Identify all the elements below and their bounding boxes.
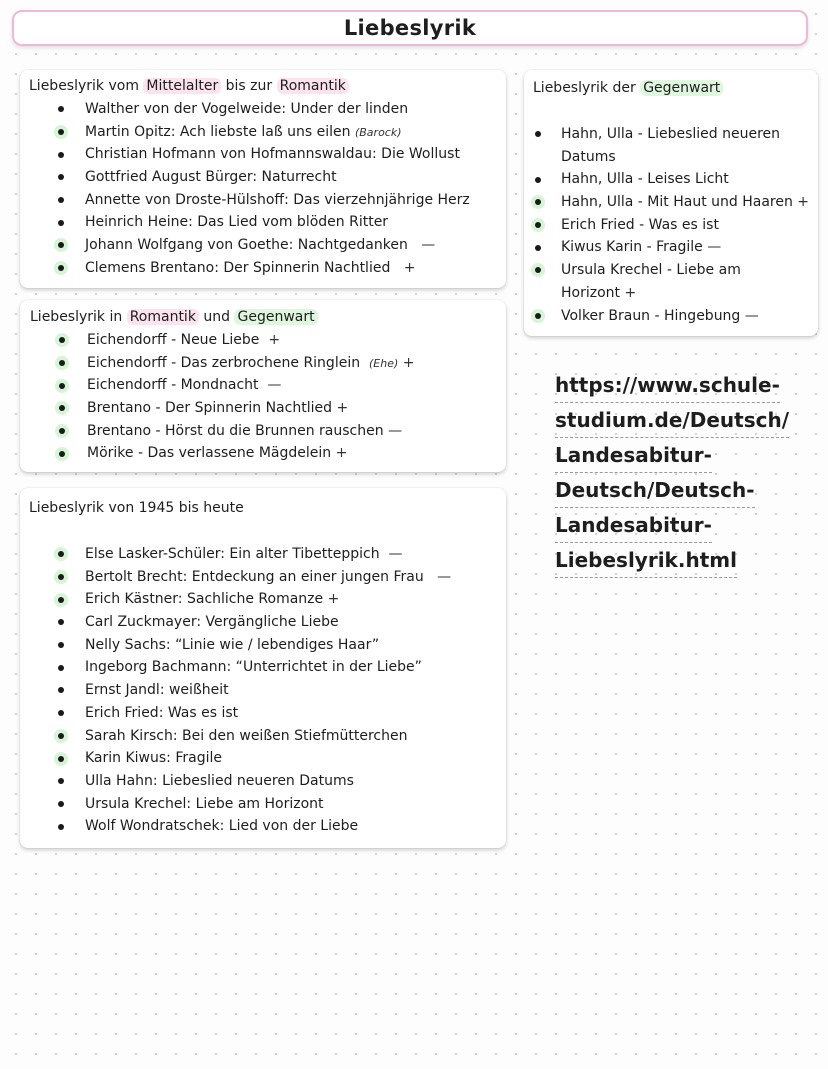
bullet-icon [58, 551, 64, 557]
title-text: Liebeslyrik in [30, 309, 127, 325]
highlight-romantik: Romantik [277, 78, 349, 94]
item-text: Ernst Jandl: weißheit [85, 682, 229, 699]
url-line[interactable]: Landesabitur- [555, 508, 712, 543]
bullet-icon [58, 824, 64, 830]
list-item [56, 679, 451, 702]
list-item [534, 259, 809, 282]
card-title [533, 80, 723, 96]
item-text: Clemens Brentano: Der Spinnerin Nachtlied [85, 259, 391, 276]
list-item [57, 397, 414, 420]
bullet-icon [58, 220, 64, 226]
bullet-icon [535, 267, 541, 273]
list-item [56, 815, 451, 838]
item-text: Ulla Hahn: Liebeslied neueren Datums [85, 772, 354, 789]
bullet-icon [58, 106, 64, 112]
item-text: Hahn, Ulla - Leises Licht [561, 171, 729, 188]
page-title-box [12, 10, 808, 46]
list-item [56, 543, 451, 566]
item-mark: + [268, 332, 281, 348]
bullet-icon [58, 733, 64, 739]
poem-list [56, 543, 451, 838]
item-mark: — [707, 239, 722, 256]
item-text: Eichendorff - Mondnacht [87, 377, 259, 394]
poem-list [57, 329, 414, 465]
list-item [534, 123, 809, 146]
list-item [56, 211, 470, 234]
item-text: Wolf Wondratschek: Lied von der Liebe [85, 818, 359, 835]
list-item [534, 236, 809, 259]
bullet-icon [58, 174, 64, 180]
bullet-icon [58, 756, 64, 762]
item-mark: + [336, 400, 349, 417]
bullet-icon [58, 265, 64, 271]
bullet-icon [58, 619, 64, 625]
list-item [56, 98, 470, 121]
bullet-icon [59, 405, 65, 411]
item-mark: + [624, 284, 637, 301]
bullet-icon [59, 383, 65, 389]
list-item [57, 374, 414, 397]
item-mark: — [388, 422, 403, 439]
list-item [56, 166, 470, 189]
item-text: Sarah Kirsch: Bei den weißen Stiefmütterchen [85, 727, 408, 744]
list-item [57, 420, 414, 443]
bullet-icon [59, 451, 65, 457]
list-item [56, 770, 451, 793]
list-item [56, 257, 470, 280]
bullet-icon [58, 687, 64, 693]
item-text: Bertolt Brecht: Entdeckung an einer jungen Frau [85, 568, 424, 585]
poem-list [534, 123, 809, 327]
item-mark: + [402, 354, 415, 371]
page-title: Liebeslyrik [343, 16, 477, 40]
list-item [56, 143, 470, 166]
list-item [56, 702, 451, 725]
item-text: Ursula Krechel - Liebe am [561, 262, 741, 279]
list-item [534, 214, 809, 237]
item-text: Nelly Sachs: “Linie wie / lebendiges Haar” [85, 636, 380, 653]
bullet-icon [59, 337, 65, 343]
bullet-icon [58, 710, 64, 716]
item-text: Horizont [561, 284, 621, 301]
list-item [56, 611, 451, 634]
list-item [56, 588, 451, 611]
item-text: Eichendorff - Das zerbrochene Ringlein [87, 354, 361, 371]
item-text: Erich Kästner: Sachliche Romanze [85, 591, 324, 608]
item-mark: — [267, 377, 282, 394]
card-title [30, 309, 318, 325]
bullet-icon [58, 597, 64, 603]
item-mark: + [327, 591, 340, 608]
item-text: Karin Kiwus: Fragile [85, 750, 222, 767]
card-title [29, 78, 349, 94]
list-item [56, 121, 470, 144]
item-note: (Ehe) [369, 356, 399, 370]
item-text: Brentano - Der Spinnerin Nachtlied [87, 400, 332, 417]
bullet-icon [58, 642, 64, 648]
url-line[interactable]: Deutsch/Deutsch- [555, 473, 755, 508]
item-text: Hahn, Ulla - Mit Haut und Haaren [561, 194, 793, 211]
title-text: bis zur [221, 78, 277, 94]
item-text: Annette von Droste-Hülshoff: Das vierzehnjährige Herz [85, 191, 470, 208]
list-item [56, 725, 451, 748]
url-line[interactable]: studium.de/Deutsch/ [555, 403, 789, 438]
item-mark: — [437, 568, 452, 585]
title-text: und [198, 309, 235, 325]
item-text: Johann Wolfgang von Goethe: Nachtgedanken [85, 237, 408, 254]
item-text: Brentano - Hörst du die Brunnen rauschen [87, 422, 384, 439]
bullet-icon [58, 665, 64, 671]
card-gegenwart [524, 70, 818, 336]
list-item [534, 191, 809, 214]
item-mark: + [403, 259, 416, 276]
item-mark: — [744, 307, 759, 324]
list-item [57, 442, 414, 465]
bullet-icon [58, 801, 64, 807]
item-text: Walther von der Vogelweide: Under der linden [85, 101, 409, 117]
bullet-icon [58, 574, 64, 580]
bullet-icon [59, 428, 65, 434]
card-title: Liebeslyrik von 1945 bis heute [29, 500, 244, 516]
item-text: Hahn, Ulla - Liebeslied neueren [561, 126, 781, 142]
bullet-icon [58, 778, 64, 784]
bullet-icon [59, 360, 65, 366]
url-line[interactable]: Landesabitur- [555, 438, 712, 473]
list-item [57, 352, 414, 375]
item-text: Heinrich Heine: Das Lied vom blöden Ritter [85, 214, 389, 231]
bullet-icon [58, 242, 64, 248]
item-text: Volker Braun - Hingebung [561, 307, 741, 324]
bullet-icon [535, 131, 541, 137]
bullet-icon [58, 197, 64, 203]
item-text: Eichendorff - Neue Liebe [87, 332, 260, 348]
bullet-icon [58, 152, 64, 158]
highlight-gegenwart: Gegenwart [234, 309, 317, 325]
item-text: Martin Opitz: Ach liebste laß uns eilen [85, 123, 351, 140]
item-mark: — [388, 546, 403, 562]
list-item [56, 656, 451, 679]
bullet-icon [535, 245, 541, 251]
list-item [57, 329, 414, 352]
item-mark: + [335, 445, 348, 462]
item-text: Else Lasker-Schüler: Ein alter Tibetteppich [85, 546, 380, 562]
poem-list [56, 98, 470, 280]
list-item [56, 793, 451, 816]
url-line[interactable]: Liebeslyrik.html [555, 543, 737, 578]
bullet-icon [535, 313, 541, 319]
bullet-icon [58, 129, 64, 135]
item-mark: + [797, 194, 810, 211]
title-text: Liebeslyrik der [533, 80, 641, 96]
card-mittelalter-romantik [20, 70, 506, 288]
card-romantik-gegenwart [20, 300, 506, 472]
list-item [534, 282, 809, 305]
list-item [534, 305, 809, 328]
list-item [56, 189, 470, 212]
list-item [56, 747, 451, 770]
list-item [56, 566, 451, 589]
list-item [56, 634, 451, 657]
item-text: Erich Fried - Was es ist [561, 216, 719, 233]
url-line[interactable]: https://www.schule- [555, 368, 780, 403]
bullet-icon [535, 177, 541, 183]
highlight-romantik: Romantik [127, 309, 199, 325]
card-1945-bis-heute [20, 488, 506, 848]
item-text: Kiwus Karin - Fragile [561, 239, 703, 256]
item-note: (Barock) [354, 125, 402, 139]
bullet-icon [535, 222, 541, 228]
highlight-gegenwart: Gegenwart [640, 80, 723, 96]
item-text: Carl Zuckmayer: Vergängliche Liebe [85, 614, 339, 631]
list-item [56, 234, 470, 257]
highlight-mittelalter: Mittelalter [143, 78, 221, 94]
item-text: Ursula Krechel: Liebe am Horizont [85, 795, 324, 812]
item-text: Mörike - Das verlassene Mägdelein [87, 445, 332, 462]
item-mark: — [421, 237, 436, 254]
source-url-link[interactable] [555, 368, 789, 578]
list-item [534, 146, 809, 169]
item-text: Christian Hofmann von Hofmannswaldau: Die Wollust [85, 146, 460, 163]
item-text: Erich Fried: Was es ist [85, 704, 239, 721]
bullet-icon [535, 199, 541, 205]
list-item [534, 168, 809, 191]
item-text: Gottfried August Bürger: Naturrecht [85, 169, 337, 186]
item-text: Ingeborg Bachmann: “Unterrichtet in der Liebe” [85, 659, 422, 676]
item-text: Datums [561, 148, 616, 165]
title-text: Liebeslyrik vom [29, 78, 144, 94]
